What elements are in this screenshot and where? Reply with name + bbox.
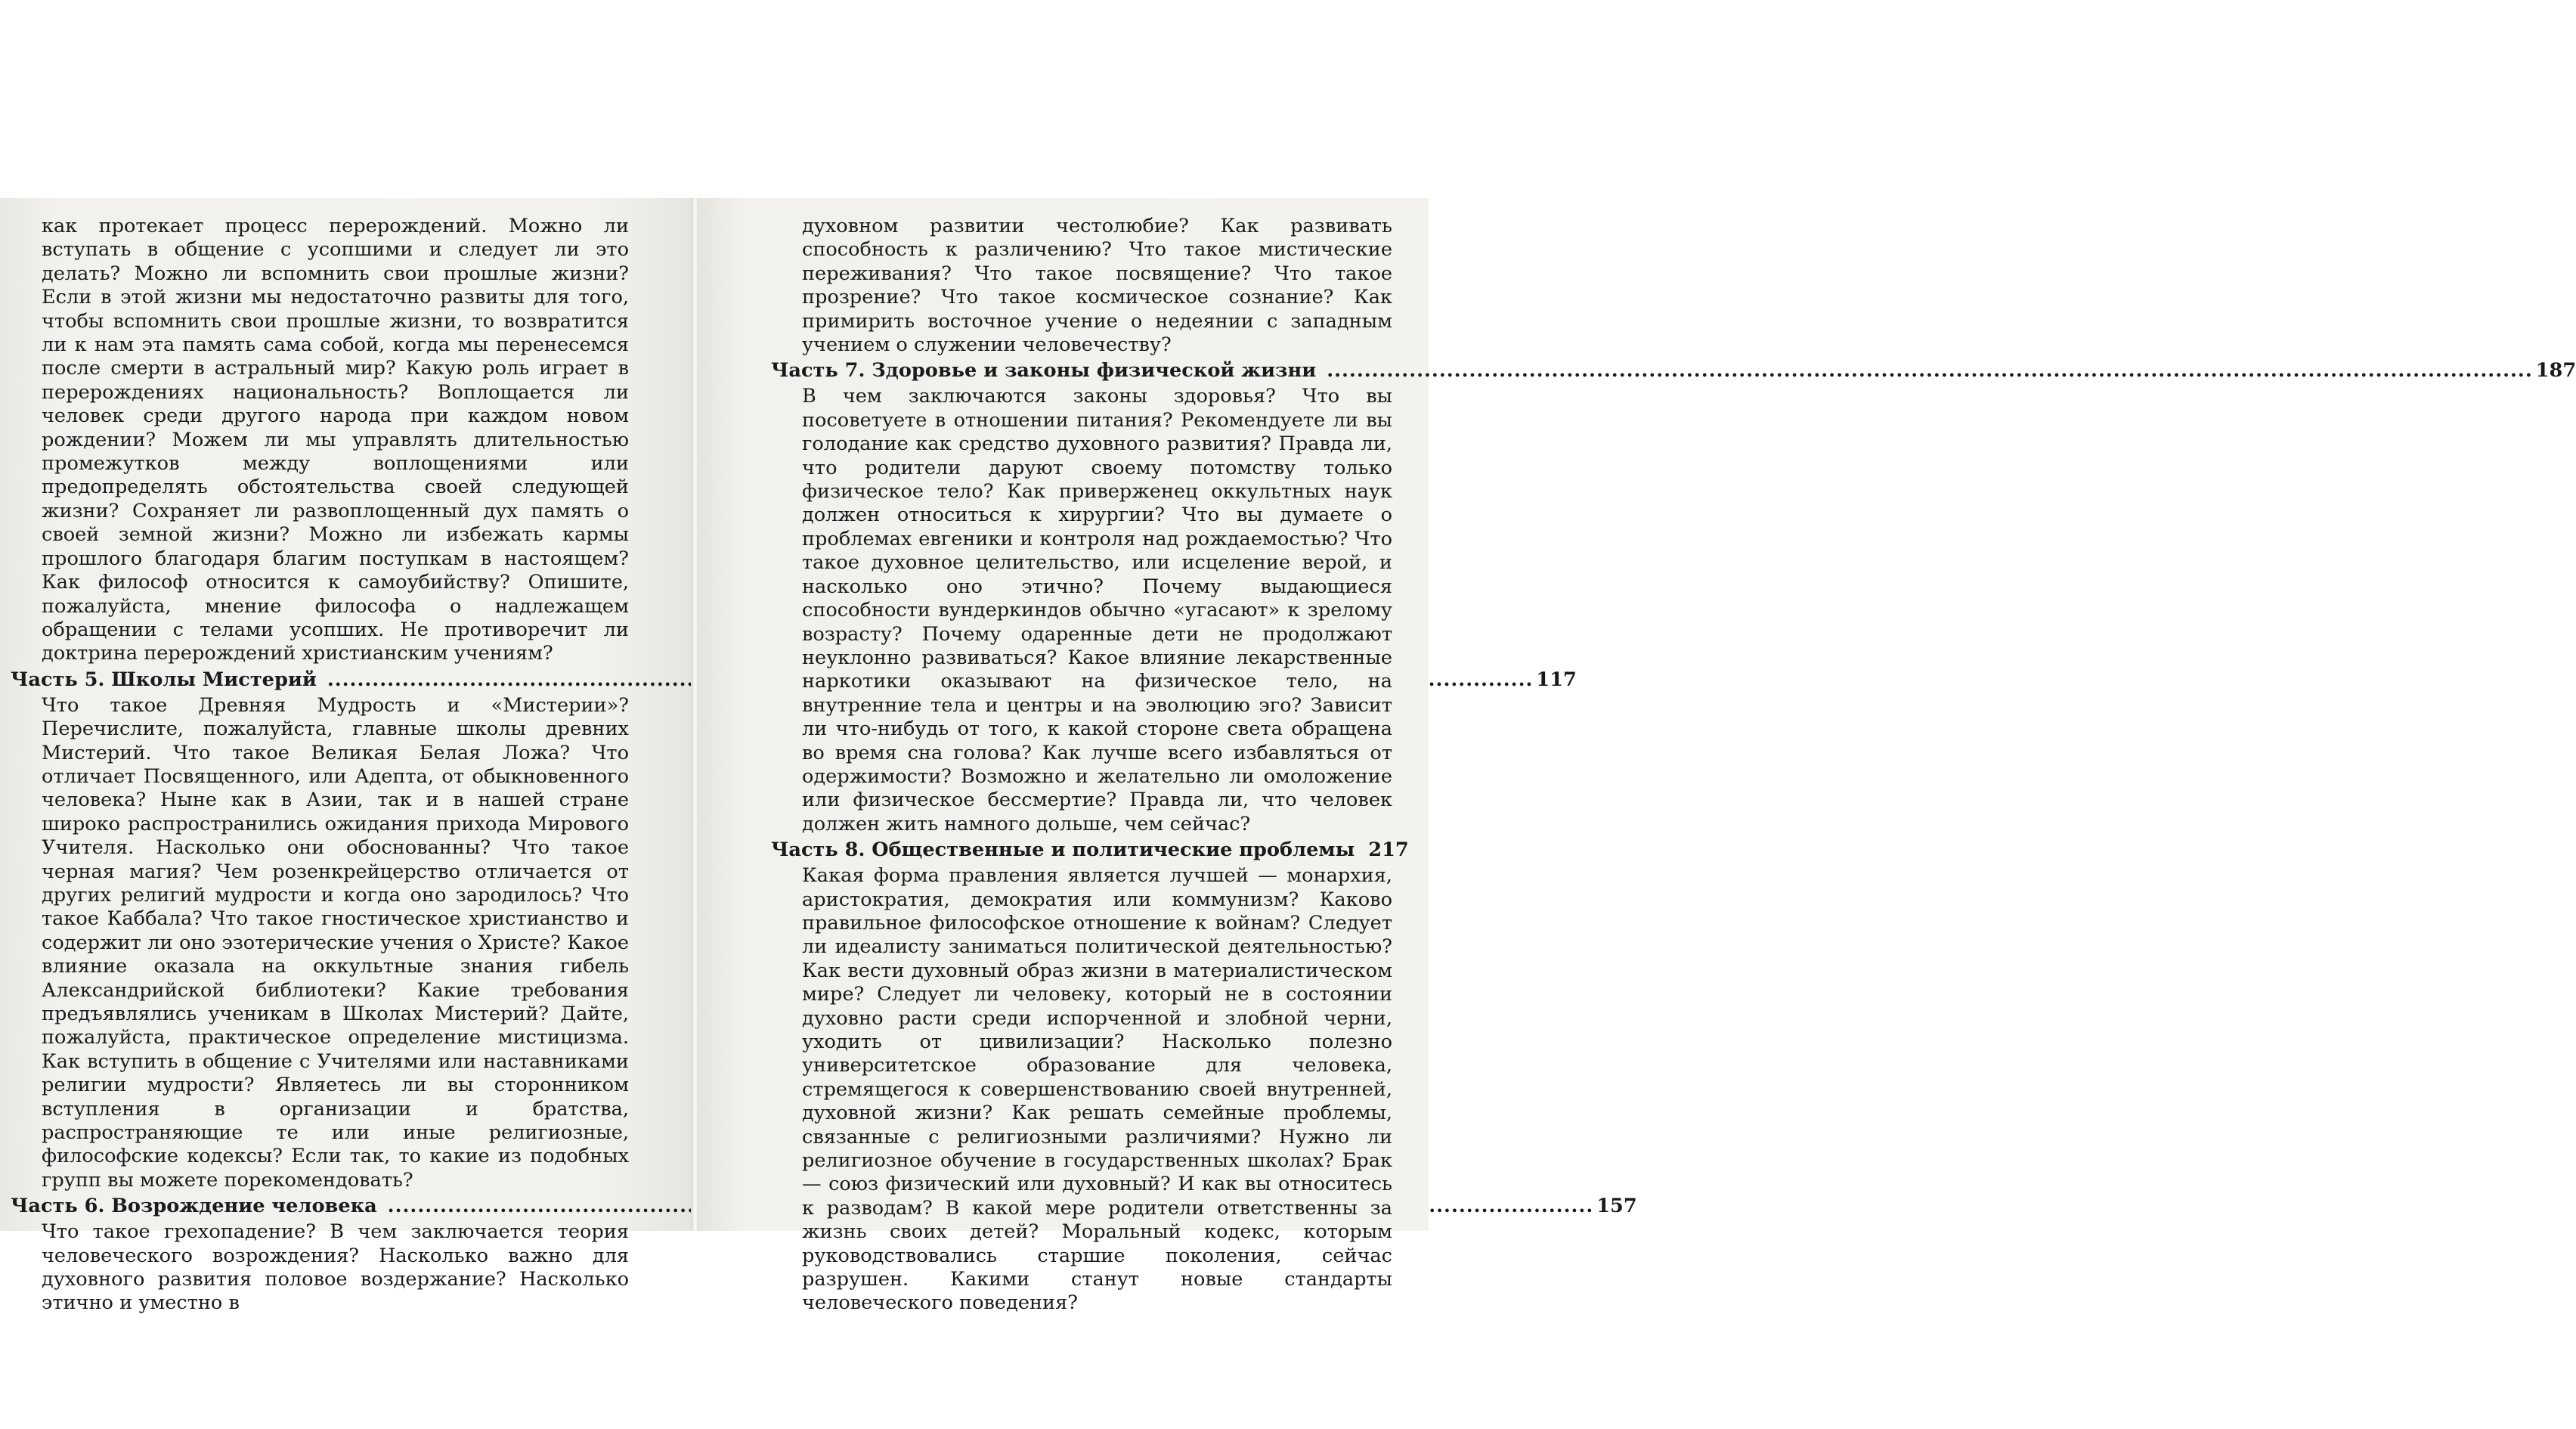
part5-description: Что такое Древняя Мудрость и «Мистерии»? Перечислите, пожалуйста, главные школы древних Мистерий. Что такое Великая Белая Ложа? Что отличает Посвященного, или Адепта, от обыкновенного человека? Ныне как в Азии, так и в нашей стране широко распространились ожидания прихода Мирового Учителя. Насколько они обоснованны? Что такое черная магия? Чем розенкрейцерство отличается от других религий мудрости и когда оно зародилось? Что такое Каббала? Что такое гностическое христианство и содержит ли оно эзотерические учения о Христе? Какое влияние оказала на оккультные знания гибель Александрийской библиотеки? Какие требования предъявлялись ученикам в Школах Мистерий? Дайте, пожалуйста, практическое определение мистицизма. Как вступить в общение с Учителями или наставниками религии мудрости? Являетесь ли вы сторонником вступления в организации и братства, распространяющие те или иные религиозные, философские кодексы? Если так, то какие из подобных групп вы можете порекомендовать? xyxy=(42,693,629,1192)
part7-page-number: 187 xyxy=(2535,359,2576,383)
part7-title: Часть 7. Здоровье и законы физической жизни xyxy=(771,359,1317,383)
continuation-paragraph-right: духовном развитии честолюбие? Как развивать способность к различению? Что такое мистические переживания? Что такое посвящение? Что такое прозрение? Что такое космическое сознание? Как примирить восточное учение о недеянии с западным учением о служении человечеству? xyxy=(802,215,1392,357)
continuation-paragraph-left: как протекает процесс перерождений. Можно ли вступать в общение с усопшими и следует ли это делать? Можно ли вспомнить свои прошлые жизни? Если в этой жизни мы недостаточно развиты для того, чтобы вспомнить свои прошлые жизни, то возвратится ли к нам эта память сама собой, когда мы перенесемся после смерти в астральный мир? Какую роль играет в перерождениях национальность? Воплощается ли человек среди другого народа при каждом новом рождении? Можем ли мы управлять длительностью промежутков между воплощениями или предопределять обстоятельства своей следующей жизни? Сохраняет ли развоплощенный дух память о своей земной жизни? Можно ли избежать кармы прошлого благодаря благим поступкам в настоящем? Как философ относится к самоубийству? Опишите, пожалуйста, мнение философа о надлежащем обращении с телами усопших. Не противоречит ли доктрина перерождений христианским учениям? xyxy=(42,215,629,665)
part8-page-number: 217 xyxy=(1368,838,1409,862)
part7-description: В чем заключаются законы здоровья? Что вы посоветуете в отношении питания? Рекомендуете ли вы голодание как средство духовного развития? Правда ли, что родители даруют своему потомству только физическое тело? Как приверженец оккультных наук должен относиться к хирургии? Что вы думаете о проблемах евгеники и контроля над рождаемостью? Что такое духовное целительство, или исцеление верой, и насколько оно этично? Почему выдающиеся способности вундеркиндов обычно «угасают» к зрелому возрасту? Почему одаренные дети не продолжают неуклонно развиваться? Какое влияние лекарственные наркотики оказывают на физическое тело, на внутренние тела и центры и на эволюцию эго? Зависит ли что-нибудь от того, к какой стороне света обращена во время сна голова? Как лучше всего избавляться от одержимости? Возможно и желательно ли омоложение или физическое бессмертие? Правда ли, что человек должен жить намного дольше, чем сейчас? xyxy=(802,385,1392,835)
part8-title: Часть 8. Общественные и политические проблемы xyxy=(771,838,1355,862)
part6-description: Что такое грехопадение? В чем заключается теория человеческого возрождения? Насколько важно для духовного развития половое воздержание? Насколько этично и уместно в xyxy=(42,1220,629,1315)
part8-heading xyxy=(771,838,1409,862)
part6-heading xyxy=(11,1194,1637,1218)
leader-dots xyxy=(1327,358,2533,383)
part5-heading xyxy=(11,668,1577,692)
part6-page-number: 157 xyxy=(1596,1195,1637,1218)
part6-title: Часть 6. Возрождение человека xyxy=(11,1195,377,1218)
part7-heading xyxy=(771,358,2576,383)
part5-page-number: 117 xyxy=(1536,668,1577,691)
part8-description: Какая форма правления является лучшей — монархия, аристократия, демократия или коммунизм? Каково правильное философское отношение к войнам? Следует ли идеалисту заниматься политической деятельностью? Как вести духовный образ жизни в материалистическом мире? Следует ли человеку, который не в состоянии духовно расти среди испорченной и злобной черни, уходить от цивилизации? Насколько полезно университетское образование для человека, стремящегося к совершенствованию своей внутренней, духовной жизни? Как решать семейные проблемы, связанные с религиозными различиями? Нужно ли религиозное обучение в государственных школах? Брак — союз физический или духовный? И как вы относитесь к разводам? В какой мере родители ответственны за жизнь своих детей? Моральный кодекс, которым руководствовались старшие поколения, сейчас разрушен. Какими станут новые стандарты человеческого поведения? xyxy=(802,864,1392,1315)
book-spread xyxy=(0,198,2576,1315)
part5-title: Часть 5. Школы Мистерий xyxy=(11,668,317,691)
